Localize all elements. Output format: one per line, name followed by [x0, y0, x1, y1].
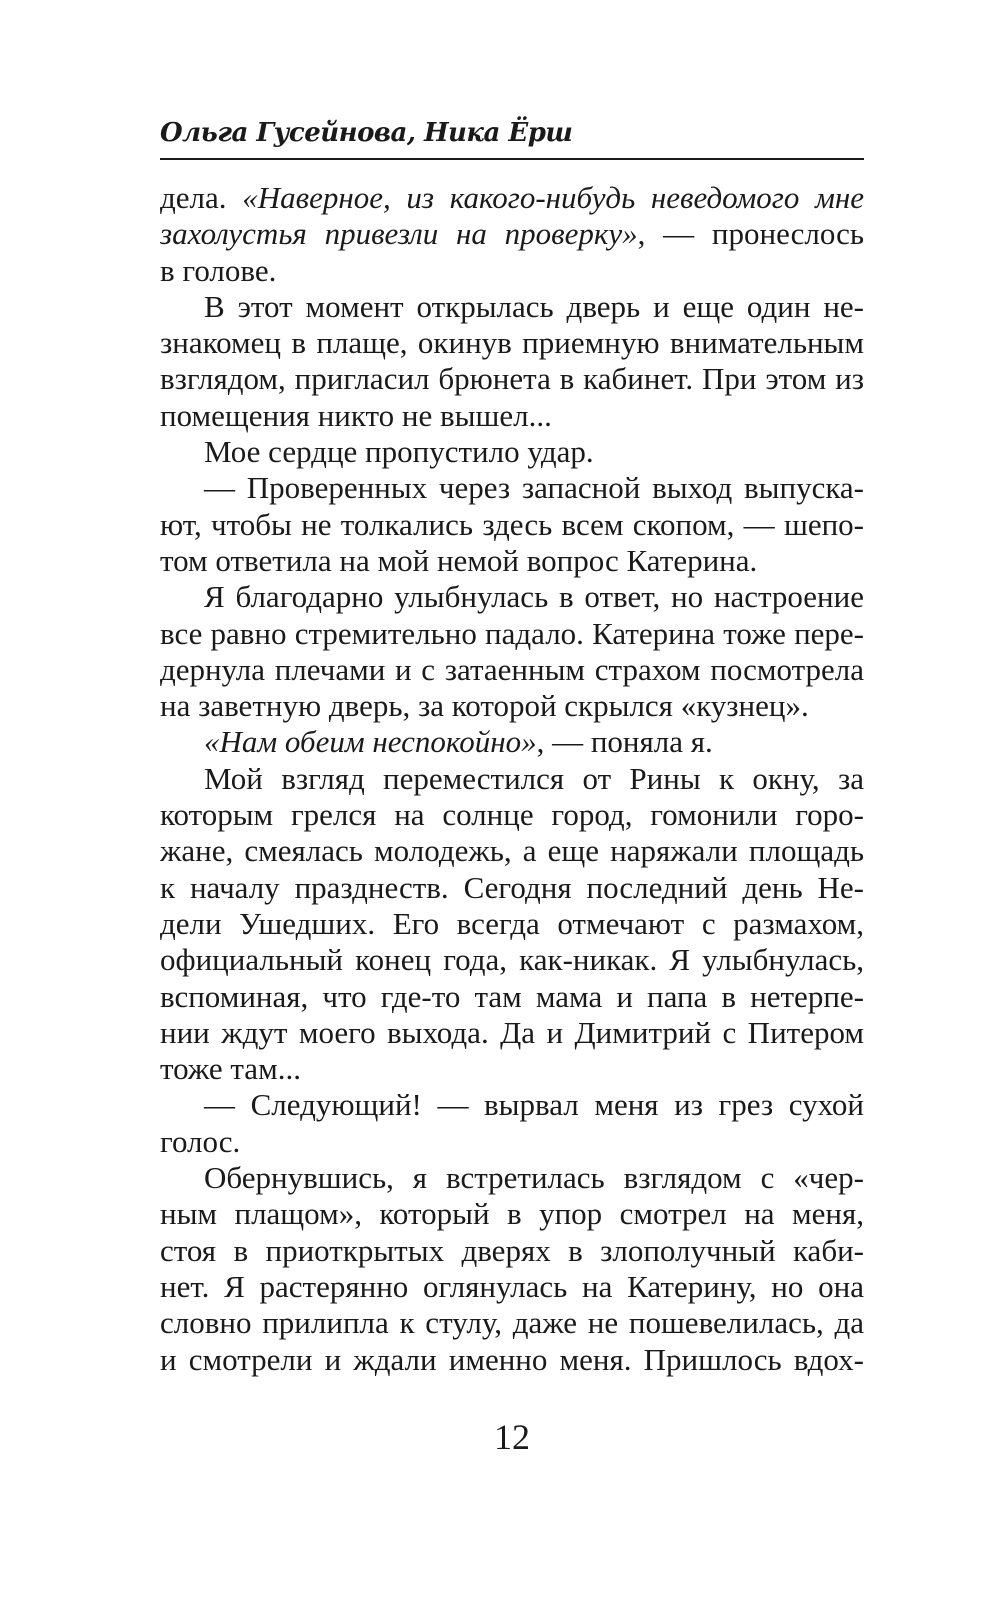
text-run: Мой взгляд переместился от Рины к окну, за: [204, 760, 864, 796]
header-rule: [160, 158, 864, 160]
text-run: — Следующий! — вырвал меня из грез сухой: [204, 1087, 864, 1123]
text-run: официальный конец года, как-никак. Я улыбнулась,: [160, 942, 864, 978]
running-head-authors: Ольга Гусейнова, Ника Ёрш: [160, 118, 573, 148]
text-line: [160, 761, 864, 797]
text-run: тоже там...: [160, 1051, 301, 1087]
text-line: [160, 1160, 864, 1196]
text-run: знакомец в плаще, окинув приемную внимательным: [160, 325, 864, 361]
italic-text: захолустья привезли на проверку»: [160, 216, 638, 252]
text-run: которым грелся на солнце город, гомонили горо-: [160, 797, 864, 833]
text-run: ют, чтобы не толкались здесь всем скопом, — шепо-: [160, 506, 864, 542]
text-run: Я благодарно улыбнулась в ответ, но настроение: [204, 579, 864, 615]
text-run: к началу празднеств. Сегодня последний день Не-: [160, 869, 864, 905]
text-run: на заветную дверь, за которой скрылся «кузнец».: [160, 688, 809, 724]
body-text: [160, 180, 864, 1378]
text-line: [160, 253, 864, 289]
text-line: [160, 688, 864, 724]
text-line: [160, 1051, 864, 1087]
page-number: 12: [494, 1417, 530, 1457]
text-line: [160, 906, 864, 942]
text-line: [160, 434, 864, 470]
text-line: [160, 1015, 864, 1051]
text-run: вспоминая, что где-то там мама и папа в нетерпе-: [160, 978, 864, 1014]
text-line: [160, 797, 864, 833]
text-run: нии ждут моего выхода. Да и Димитрий с Питером: [160, 1014, 864, 1050]
text-line: [160, 1124, 864, 1160]
text-line: [160, 398, 864, 434]
text-run: ным плащом», который в упор смотрел на меня,: [160, 1196, 864, 1232]
text-run: все равно стремительно падало. Катерина тоже пере-: [160, 615, 864, 651]
text-run: , — поняла я.: [536, 724, 713, 760]
text-line: [160, 1087, 864, 1123]
text-line: [160, 1269, 864, 1305]
text-line: [160, 470, 864, 506]
text-run: дела.: [160, 180, 243, 215]
text-line: [160, 1305, 864, 1341]
text-line: [160, 1196, 864, 1232]
text-run: помещения никто не вышел...: [160, 397, 552, 433]
text-run: , — пронеслось: [637, 216, 864, 252]
text-run: том ответила на мой немой вопрос Катерина.: [160, 542, 758, 578]
text-run: словно прилипла к стулу, даже не пошевелилась, да: [160, 1305, 864, 1341]
text-line: [160, 652, 864, 688]
text-run: дернула плечами и с затаенным страхом посмотрела: [160, 651, 864, 687]
text-run: Мое сердце пропустило удар.: [204, 434, 594, 470]
text-line: [160, 361, 864, 397]
text-run: дели Ушедших. Его всегда отмечают с размахом,: [160, 905, 864, 941]
text-run: стоя в приоткрытых дверях в злополучный каби-: [160, 1232, 864, 1268]
text-run: в голове.: [160, 252, 277, 288]
text-run: В этот момент открылась дверь и еще один не-: [204, 288, 864, 324]
text-run: Обернувшись, я встретилась взглядом с «чер-: [204, 1160, 864, 1196]
text-line: [160, 616, 864, 652]
italic-text: «Нам обеим неспокойно»: [204, 724, 537, 760]
text-run: взглядом, пригласил брюнета в кабинет. При этом из: [160, 361, 864, 397]
text-line: [160, 979, 864, 1015]
text-line: [160, 1342, 864, 1378]
italic-text: «Наверное, из какого-нибудь неведомого мне: [242, 180, 864, 215]
text-line: [160, 942, 864, 978]
text-run: и смотрели и ждали именно меня. Пришлось вдох-: [160, 1341, 864, 1377]
text-run: — Проверенных через запасной выход выпуска-: [204, 470, 864, 506]
text-line: [160, 216, 864, 252]
text-line: [160, 579, 864, 615]
text-line: [160, 289, 864, 325]
text-line: [160, 870, 864, 906]
text-run: нет. Я растерянно оглянулась на Катерину, но она: [160, 1268, 864, 1304]
text-run: голос.: [160, 1123, 241, 1159]
text-line: [160, 507, 864, 543]
text-line: [160, 180, 864, 216]
text-line: [160, 1233, 864, 1269]
text-line: [160, 833, 864, 869]
text-run: жане, смеялась молодежь, а еще наряжали площадь: [160, 833, 864, 869]
text-line: [160, 724, 864, 760]
text-line: [160, 325, 864, 361]
text-line: [160, 543, 864, 579]
